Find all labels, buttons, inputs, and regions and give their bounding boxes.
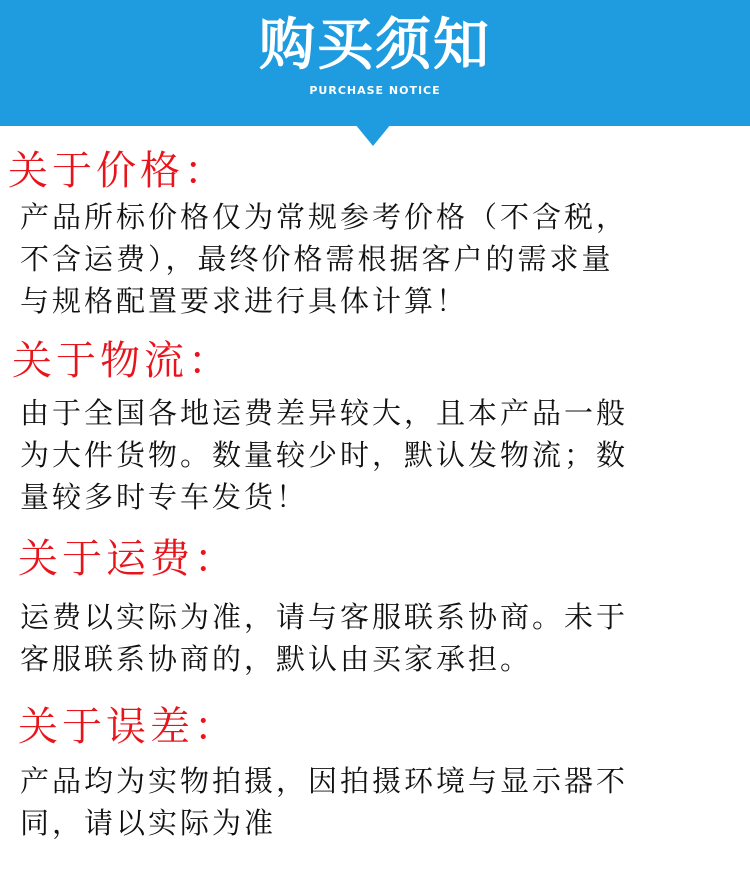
banner-notch xyxy=(355,124,391,146)
section-line: 客服联系协商的，默认由买家承担。 xyxy=(20,642,533,676)
section-line: 同，请以实际为准 xyxy=(20,806,277,840)
section-line: 与规格配置要求进行具体计算！ xyxy=(20,284,469,318)
section-body-shipping xyxy=(20,596,740,680)
section-line: 不含运费），最终价格需根据客户的需求量 xyxy=(20,242,614,276)
section-line: 产品所标价格仅为常规参考价格（不含税， xyxy=(20,200,629,234)
section-heading-shipping: 关于运费： xyxy=(18,536,238,582)
page-subtitle: PURCHASE NOTICE xyxy=(309,84,441,97)
section-line: 量较多时专车发货！ xyxy=(20,480,309,514)
section-heading-error: 关于误差： xyxy=(18,704,238,750)
section-body-logistics xyxy=(20,392,740,518)
page-title: 购买须知 xyxy=(259,13,491,78)
section-heading-logistics: 关于物流： xyxy=(12,338,232,384)
section-body-price xyxy=(20,196,740,322)
section-heading-price: 关于价格： xyxy=(8,148,228,194)
section-line: 产品均为实物拍摄，因拍摄环境与显示器不 xyxy=(20,764,629,798)
section-line: 由于全国各地运费差异较大，且本产品一般 xyxy=(20,396,629,430)
section-line: 为大件货物。数量较少时，默认发物流；数 xyxy=(20,438,629,472)
section-line: 运费以实际为准，请与客服联系协商。未于 xyxy=(20,600,629,634)
header-banner xyxy=(0,0,750,126)
section-body-error xyxy=(20,760,740,844)
